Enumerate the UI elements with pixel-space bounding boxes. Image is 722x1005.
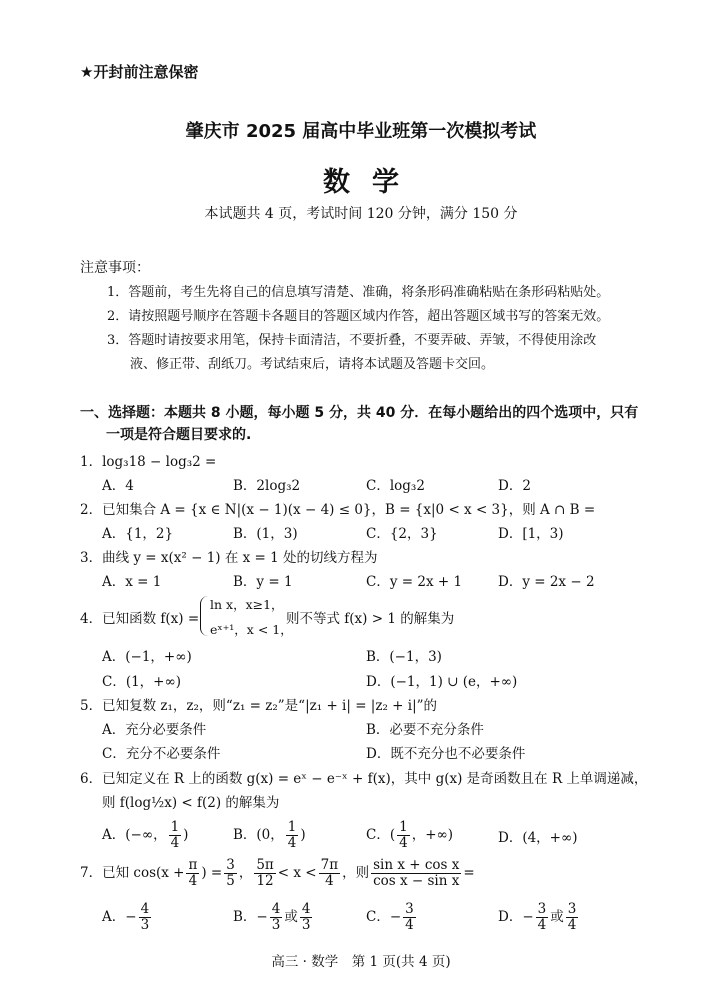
- question-1-stem: 1．log₃18 − log₃2 =: [80, 454, 217, 470]
- question-7-stem: 7．已知 cos(x + $\frac{\pi}{4}$ ) = $\frac{3}{5}$ ， $\frac{5\pi}{12}$ < x < $\frac{7\pi}{4}$ ，则 $\frac{\text{sin x + cos x}}{\text{cos x − sin x}}$ =: [80, 857, 475, 889]
- q3-option-d: D．y = 2x − 2: [498, 574, 595, 590]
- q7-option-a: A．− $\frac{4}{3}$: [102, 901, 150, 933]
- q1-option-b: B．2log₃2: [233, 478, 301, 494]
- q6-option-d: D．(4，+∞): [498, 830, 578, 846]
- q4-option-c: C．(1，+∞): [102, 674, 182, 690]
- q1-option-d: D．2: [498, 478, 531, 494]
- notice-item: 液、修正带、刮纸刀。考试结束后，请将本试题及答题卡交回。: [130, 357, 495, 372]
- q4-case-2: eˣ⁺¹，x < 1，: [210, 622, 293, 637]
- page-footer: 高三 · 数学 第 1 页(共 4 页): [271, 954, 451, 970]
- question-3-stem: 3．曲线 y = x(x² − 1) 在 x = 1 处的切线方程为: [80, 550, 378, 566]
- question-5-stem: 5．已知复数 z₁，z₂，则“z₁ = z₂”是“|z₁ + i| = |z₂ + i|”的: [80, 698, 438, 714]
- q4-case-1: ln x，x≥1，: [210, 597, 284, 612]
- q7-option-d: D．− $\frac{3}{4}$ 或 $\frac{3}{4}$: [498, 901, 577, 933]
- notice-item: 3．答题时请按要求用笔，保持卡面清洁，不要折叠，不要弄破、弄皱，不得使用涂改: [107, 333, 597, 348]
- q4-option-d: D．(−1，1) ∪ (e，+∞): [366, 674, 518, 690]
- q5-option-a: A．充分必要条件: [102, 722, 207, 738]
- q3-option-c: C．y = 2x + 1: [366, 574, 463, 590]
- q6-option-b: B．(0， $\frac{1}{4}$ ): [233, 819, 306, 851]
- q4-option-b: B．(−1，3): [366, 649, 442, 665]
- q5-option-d: D．既不充分也不必要条件: [366, 746, 526, 762]
- q2-option-a: A．{1，2}: [102, 526, 174, 542]
- section-heading-cont: 一项是符合题目要求的.: [106, 427, 252, 443]
- section-heading: 一、选择题：本题共 8 小题，每小题 5 分，共 40 分．在每小题给出的四个选项中，只有: [80, 405, 639, 421]
- q4-option-a: A．(−1，+∞): [102, 649, 192, 665]
- q6-option-a: A．(−∞， $\frac{1}{4}$ ): [102, 819, 189, 851]
- q6-option-c: C．( $\frac{1}{4}$ ，+∞): [366, 819, 454, 851]
- q7-option-c: C．− $\frac{3}{4}$: [366, 901, 414, 933]
- notice-title: 注意事项：: [80, 260, 150, 276]
- q2-option-c: C．{2，3}: [366, 526, 438, 542]
- question-6-stem: 6．已知定义在 R 上的函数 g(x) = eˣ − e⁻ˣ + f(x)，其中 g(x) 是奇函数且在 R 上单调递减，: [80, 771, 648, 787]
- piecewise-brace: [200, 596, 209, 636]
- q2-option-d: D．[1，3): [498, 526, 564, 542]
- q7-option-b: B．− $\frac{4}{3}$ 或 $\frac{4}{3}$: [233, 901, 311, 933]
- question-4-stem: 4．已知函数 f(x) =: [80, 611, 200, 627]
- q3-option-a: A．x = 1: [102, 574, 162, 590]
- q1-option-c: C．log₃2: [366, 478, 425, 494]
- question-4-stem-end: 则不等式 f(x) > 1 的解集为: [286, 611, 455, 627]
- question-6-stem-cont: 则 f(log½x) < f(2) 的解集为: [102, 795, 280, 811]
- exam-title: 肇庆市 2025 届高中毕业班第一次模拟考试: [185, 121, 537, 142]
- q5-option-b: B．必要不充分条件: [366, 722, 484, 738]
- q3-option-b: B．y = 1: [233, 574, 293, 590]
- q2-option-b: B．(1，3): [233, 526, 298, 542]
- subject-title: 数学: [323, 167, 421, 198]
- notice-item: 1．答题前，考生先将自己的信息填写清楚、准确，将条形码准确粘贴在条形码粘贴处。: [107, 285, 610, 300]
- q1-option-a: A．4: [102, 478, 134, 494]
- confidential-note: ★开封前注意保密: [80, 63, 199, 81]
- notice-item: 2．请按照题号顺序在答题卡各题目的答题区域内作答，超出答题区域书写的答案无效。: [107, 309, 610, 324]
- question-2-stem: 2．已知集合 A = {x ∈ N|(x − 1)(x − 4) ≤ 0}，B = {x|0 < x < 3}，则 A ∩ B =: [80, 502, 596, 518]
- exam-info: 本试题共 4 页，考试时间 120 分钟，满分 150 分: [204, 206, 518, 222]
- q5-option-c: C．充分不必要条件: [102, 746, 221, 762]
